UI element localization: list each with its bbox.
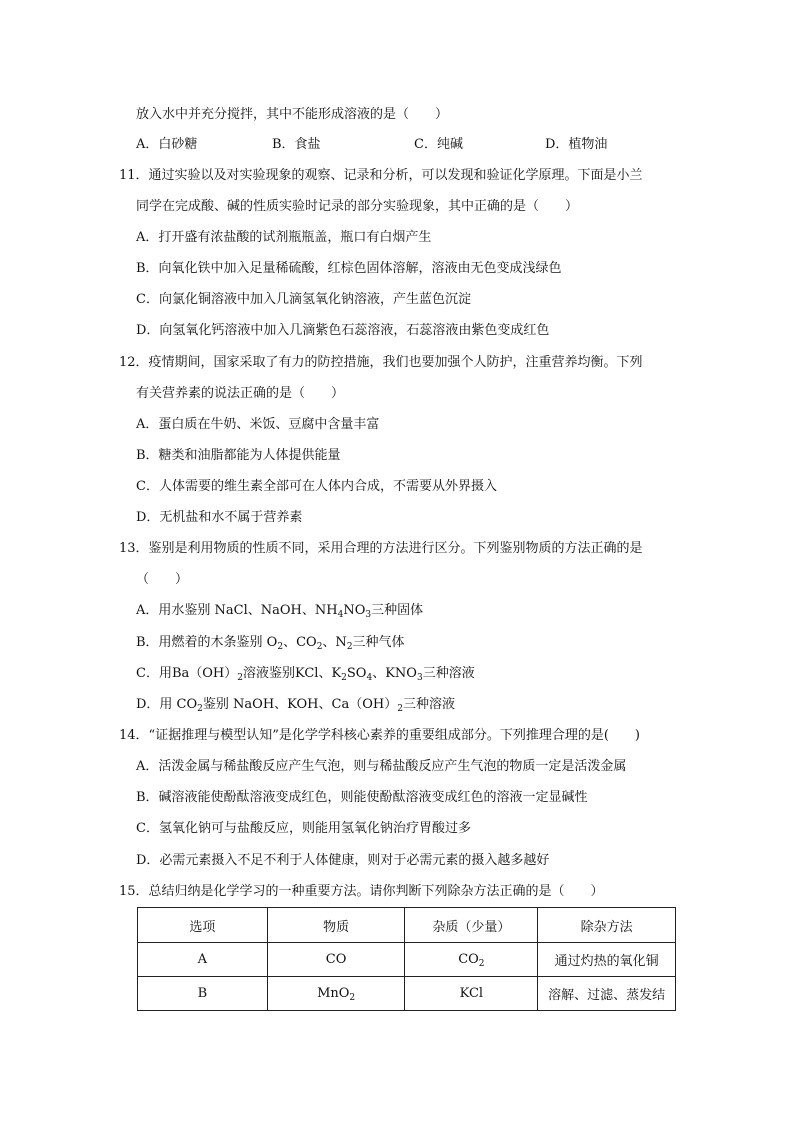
q11-stem-line2: 同学在完成酸、碱的性质实验时记录的部分实验现象，其中正确的是（ ） <box>136 199 579 214</box>
q11-stem-line1: 11．通过实验以及对实验现象的观察、记录和分析，可以发现和验证化学原理。下面是小兰 <box>119 168 643 183</box>
q15-table <box>137 907 676 1011</box>
q14-option-a: A．活泼金属与稀盐酸反应产生气泡，则与稀盐酸反应产生气泡的物质一定是活泼金属 <box>136 759 627 774</box>
q12-option-a: A．蛋白质在牛奶、米饭、豆腐中含量丰富 <box>136 417 380 432</box>
table-header-row <box>138 908 676 943</box>
q12-option-d: D．无机盐和水不属于营养素 <box>136 510 303 525</box>
q11-option-b: B．向氧化铁中加入足量稀硫酸，红棕色固体溶解，溶液由无色变成浅绿色 <box>136 261 562 276</box>
q14-option-b: B．碱溶液能使酚酞溶液变成红色，则能使酚酞溶液变成红色的溶液一定显碱性 <box>136 790 588 805</box>
table-header-cell: 选项 <box>138 908 268 943</box>
q13-option-d: D．用 $CO_2$鉴别 NaOH、KOH、$Ca(OH)_2$三种溶液 <box>136 697 455 714</box>
q12-stem-line1: 12．疫情期间，国家采取了有力的防控措施，我们也要加强个人防护，注重营养均衡。下列 <box>119 355 643 370</box>
table-cell-method: 溶解、过滤、蒸发结 <box>538 977 676 1011</box>
q14-stem: 14．“证据推理与模型认知”是化学学科核心素养的重要组成部分。下列推理合理的是( ) <box>119 728 640 743</box>
q14-option-c: C．氢氧化钠可与盐酸反应，则能用氢氧化钠治疗胃酸过多 <box>136 821 471 836</box>
q12-option-c: C．人体需要的维生素全部可在人体内合成，不需要从外界摄入 <box>136 479 497 494</box>
table-row <box>138 943 676 977</box>
table-row <box>138 977 676 1011</box>
table-header-cell: 杂质（少量） <box>405 908 538 943</box>
q13-option-a: A．用水鉴别 NaCl、NaOH、$NH_4NO_3$三种固体 <box>136 603 424 620</box>
q13-stem-line1: 13．鉴别是利用物质的性质不同，采用合理的方法进行区分。下列鉴别物质的方法正确的是 <box>119 541 643 556</box>
q10-option-c: C．纯碱 <box>414 137 463 152</box>
q13-option-c: C．用$Ba(OH)_2$溶液鉴别KCl、$K_2SO_4$、$KNO_3$三种溶液 <box>136 666 475 683</box>
table-cell-option: A <box>138 943 268 977</box>
q11-option-a: A．打开盛有浓盐酸的试剂瓶瓶盖，瓶口有白烟产生 <box>136 230 432 245</box>
table-cell-substance: MnO$_2$ <box>267 977 405 1011</box>
q12-option-b: B．糖类和油脂都能为人体提供能量 <box>136 448 341 463</box>
q14-option-d: D．必需元素摄入不足不利于人体健康，则对于必需元素的摄入越多越好 <box>136 853 550 868</box>
q10-options <box>136 136 696 154</box>
table-cell-option: B <box>138 977 268 1011</box>
q13-option-b: B．用燃着的木条鉴别 $O_2$、$CO_2$、$N_2$三种气体 <box>136 635 405 652</box>
table-cell-impurity: $CO_2$ <box>405 943 538 977</box>
table-cell-method: 通过灼热的氧化铜 <box>538 943 676 977</box>
q15-stem: 15．总结归纳是化学学习的一种重要方法。请你判断下列除杂方法正确的是（ ） <box>119 884 604 899</box>
q10-stem-continuation: 放入水中并充分搅拌，其中不能形成溶液的是（ ） <box>136 107 449 122</box>
q10-option-b: B．食盐 <box>272 137 321 152</box>
q10-option-a: A．白砂糖 <box>136 137 198 152</box>
q11-option-c: C．向氯化铜溶液中加入几滴氢氧化钠溶液，产生蓝色沉淀 <box>136 292 471 307</box>
q11-option-d: D．向氢氧化钙溶液中加入几滴紫色石蕊溶液，石蕊溶液由紫色变成红色 <box>136 323 550 338</box>
table-header-cell: 物质 <box>267 908 405 943</box>
table-cell-impurity: KCl <box>405 977 538 1011</box>
table-header-cell: 除杂方法 <box>538 908 676 943</box>
q13-stem-line2: （ ） <box>136 572 189 587</box>
q10-option-d: D．植物油 <box>545 137 608 152</box>
q12-stem-line2: 有关营养素的说法正确的是（ ） <box>136 386 345 401</box>
table-cell-substance: CO <box>267 943 405 977</box>
